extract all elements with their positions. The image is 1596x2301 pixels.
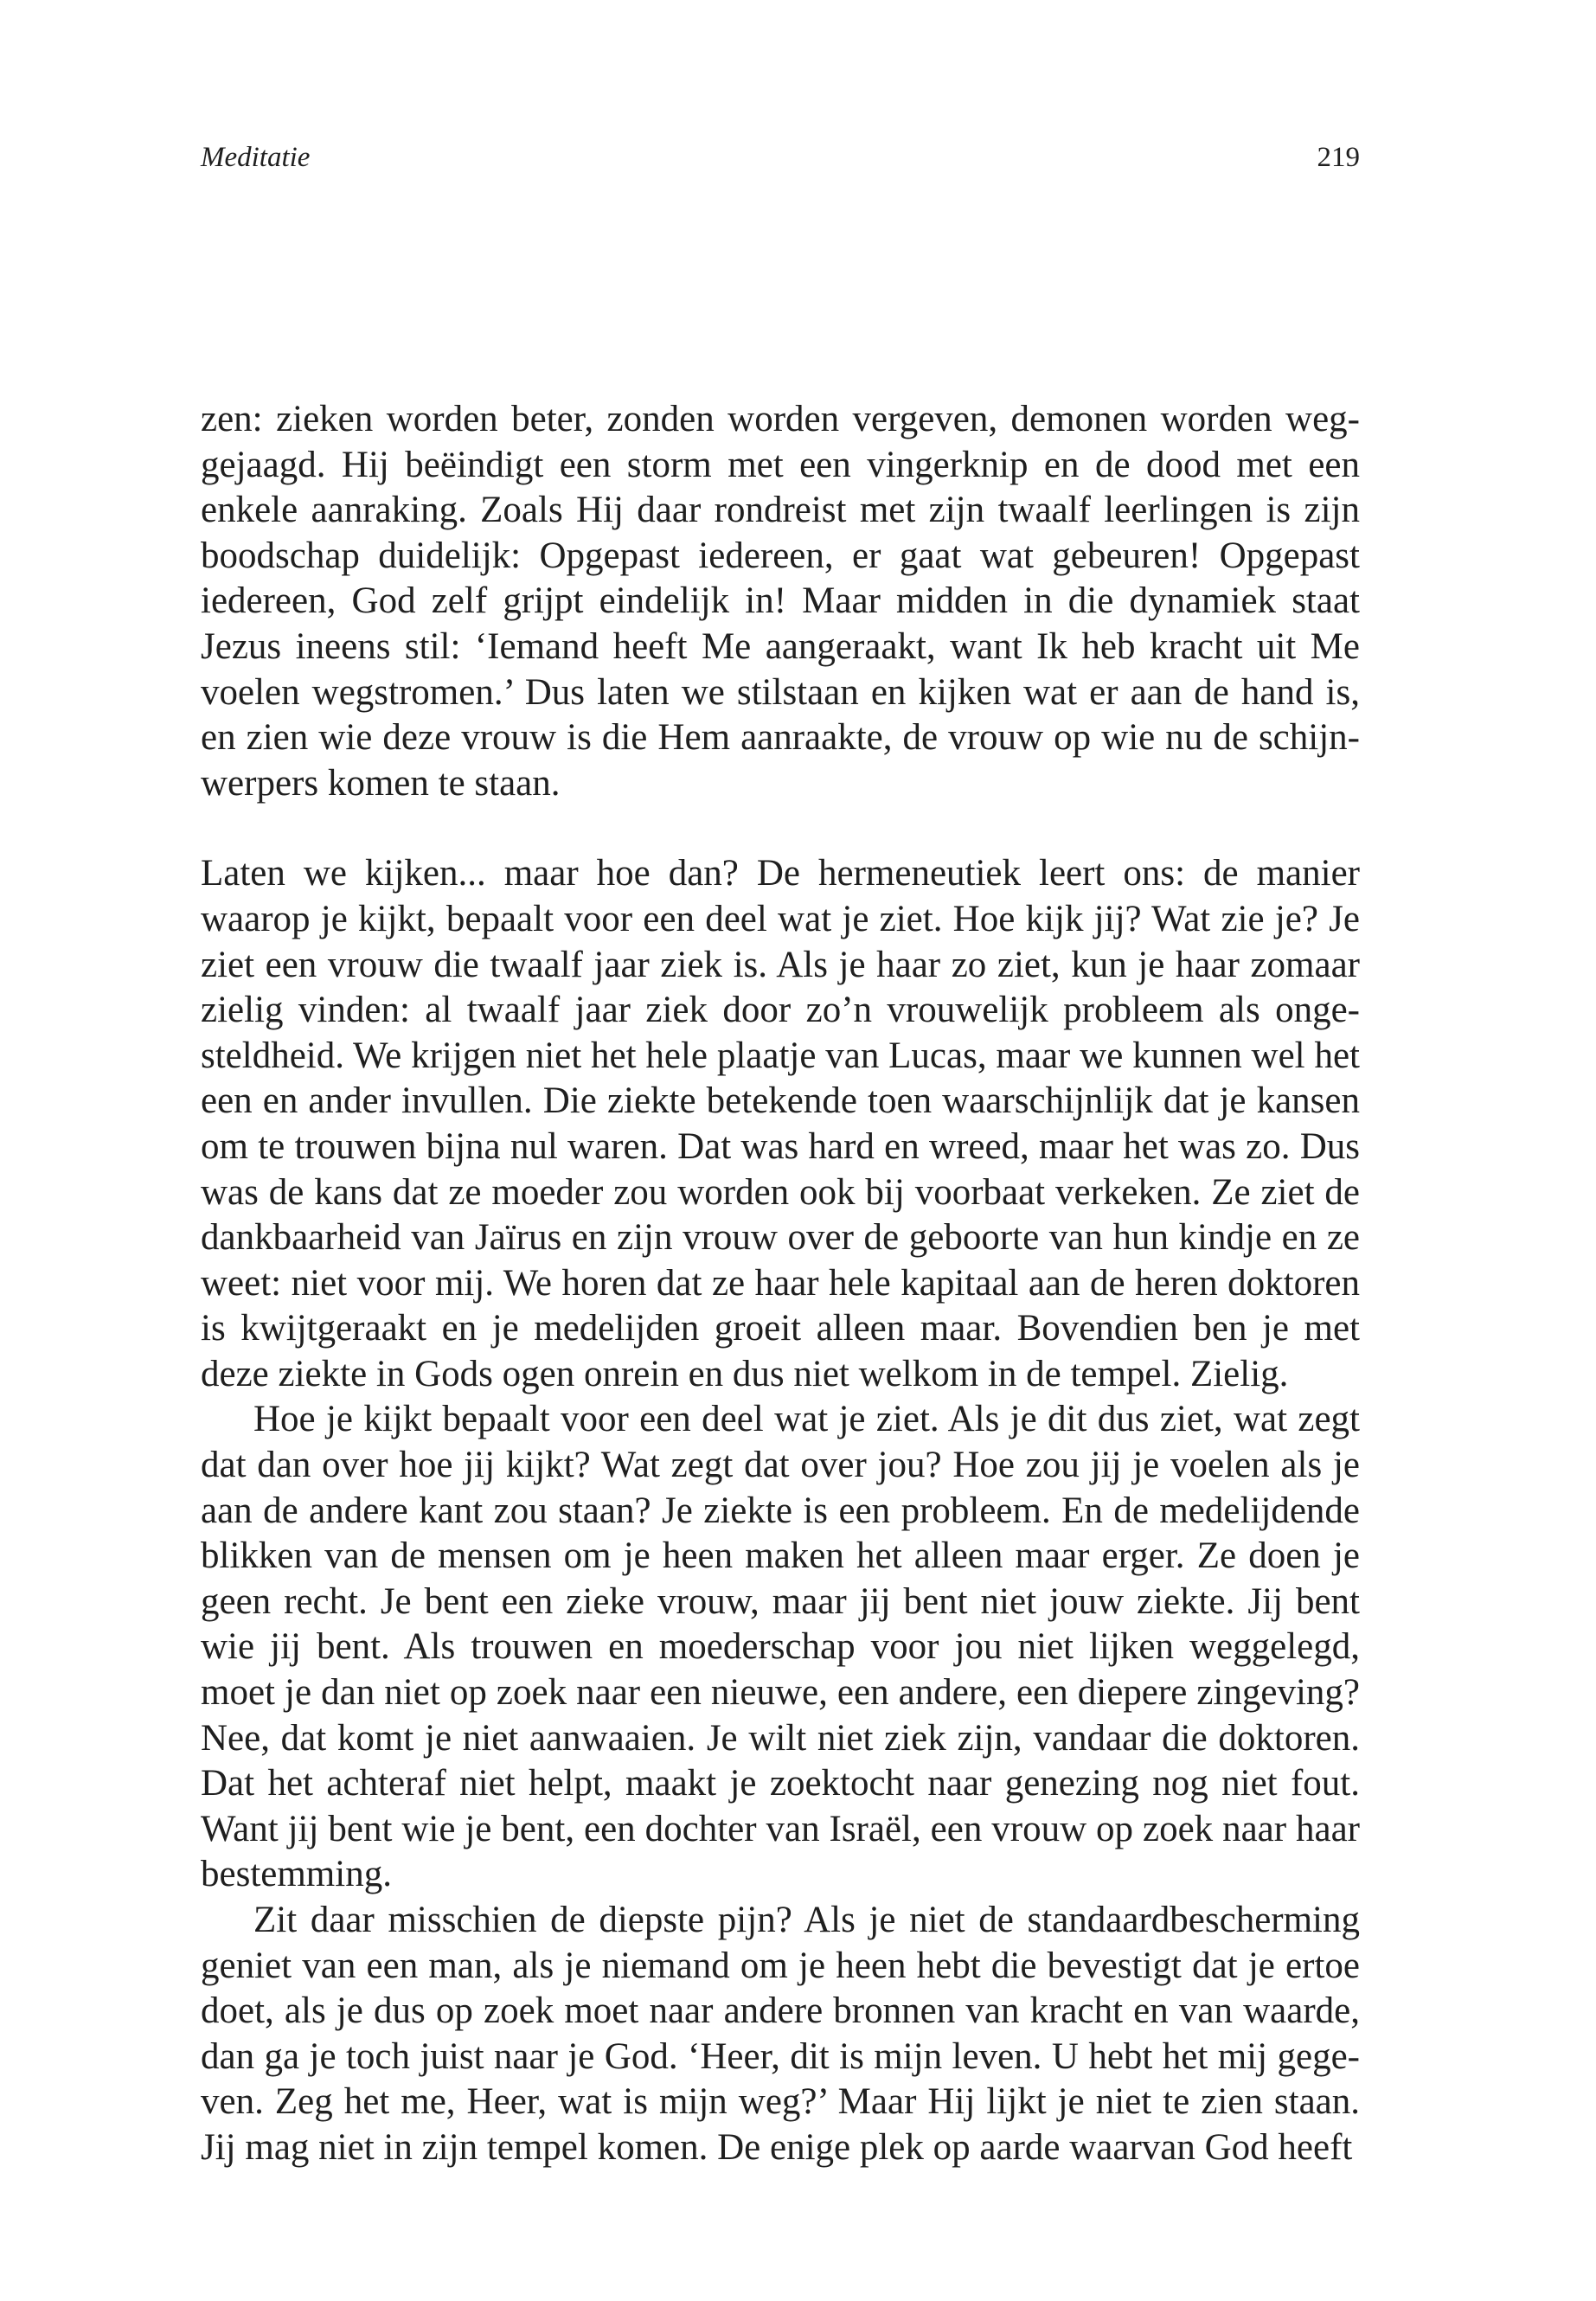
running-title: Meditatie bbox=[201, 142, 311, 173]
paragraph: Laten we kijken... maar hoe dan? De hermeneutiek leert ons: de manier waarop je kijkt, bepaalt voor een deel wat je ziet. Hoe kijk jij? Wat zie je? Je ziet een vrouw die twaalf jaar ziek is. Als je haar zo ziet, kun je haar zomaar zielig vinden: al twaalf jaar ziek door zo’n vrouwelijk probleem als ongesteldheid. We krijgen niet het hele plaatje van Lucas, maar we kunnen wel het een en ander invullen. Die ziekte betekende toen waarschijnlijk dat je kansen om te trouwen bijna nul waren. Dat was hard en wreed, maar het was zo. Dus was de kans dat ze moeder zou worden ook bij voorbaat verkeken. Ze ziet de dankbaarheid van Jaïrus en zijn vrouw over de geboorte van hun kindje en ze weet: niet voor mij. We horen dat ze haar hele kapitaal aan de heren doktoren is kwijtgeraakt en je medelijden groeit alleen maar. Bovendien ben je met deze ziekte in Gods ogen onrein en dus niet welkom in de tempel. Zielig. bbox=[201, 853, 1360, 1394]
paragraph: Zit daar misschien de diepste pijn? Als je niet de standaardbescherming geniet van een man, als je niemand om je heen hebt die bevestigt dat je ertoe doet, als je dus op zoek moet naar andere bronnen van kracht en van waarde, dan ga je toch juist naar je God. ‘Heer, dit is mijn leven. U hebt het mij gegeven. Zeg het me, Heer, wat is mijn weg?’ Maar Hij lijkt je niet te zien staan. Jij mag niet in zijn tempel komen. De enige plek op aarde waarvan God heeft bbox=[201, 1900, 1360, 2168]
running-header bbox=[201, 130, 1360, 185]
page-number: 219 bbox=[1317, 142, 1360, 173]
book-page bbox=[201, 130, 1360, 2171]
paragraph-continued: zen: zieken worden beter, zonden worden vergeven, demonen worden weggejaagd. Hij beëindigt een storm met een vingerknip en de dood met een enkele aanraking. Zoals Hij daar rondreist met zijn twaalf leerlingen is zijn boodschap duidelijk: Opgepast iedereen, er gaat wat gebeuren! Opgepast iedereen, God zelf grijpt eindelijk in! Maar midden in die dynamiek staat Jezus ineens stil: ‘Iemand heeft Me aangeraakt, want Ik heb kracht uit Me voelen wegstromen.’ Dus laten we stilstaan en kijken wat er aan de hand is, en zien wie deze vrouw is die Hem aanraakte, de vrouw op wie nu de schijnwerpers komen te staan. bbox=[201, 399, 1360, 804]
paragraph: Hoe je kijkt bepaalt voor een deel wat je ziet. Als je dit dus ziet, wat zegt dat dan over hoe jij kijkt? Wat zegt dat over jou? Hoe zou jij je voelen als je aan de andere kant zou staan? Je ziekte is een probleem. En de medelijdende blikken van de mensen om je heen maken het alleen maar erger. Ze doen je geen recht. Je bent een zieke vrouw, maar jij bent niet jouw ziekte. Jij bent wie jij bent. Als trouwen en moederschap voor jou niet lijken weggelegd, moet je dan niet op zoek naar een nieuwe, een andere, een diepere zingeving? Nee, dat komt je niet aanwaaien. Je wilt niet ziek zijn, vandaar die doktoren. Dat het achteraf niet helpt, maakt je zoektocht naar genezing nog niet fout. Want jij bent wie je bent, een dochter van Israël, een vrouw op zoek naar haar bestemming. bbox=[201, 1399, 1360, 1895]
body-text bbox=[201, 397, 1360, 2171]
